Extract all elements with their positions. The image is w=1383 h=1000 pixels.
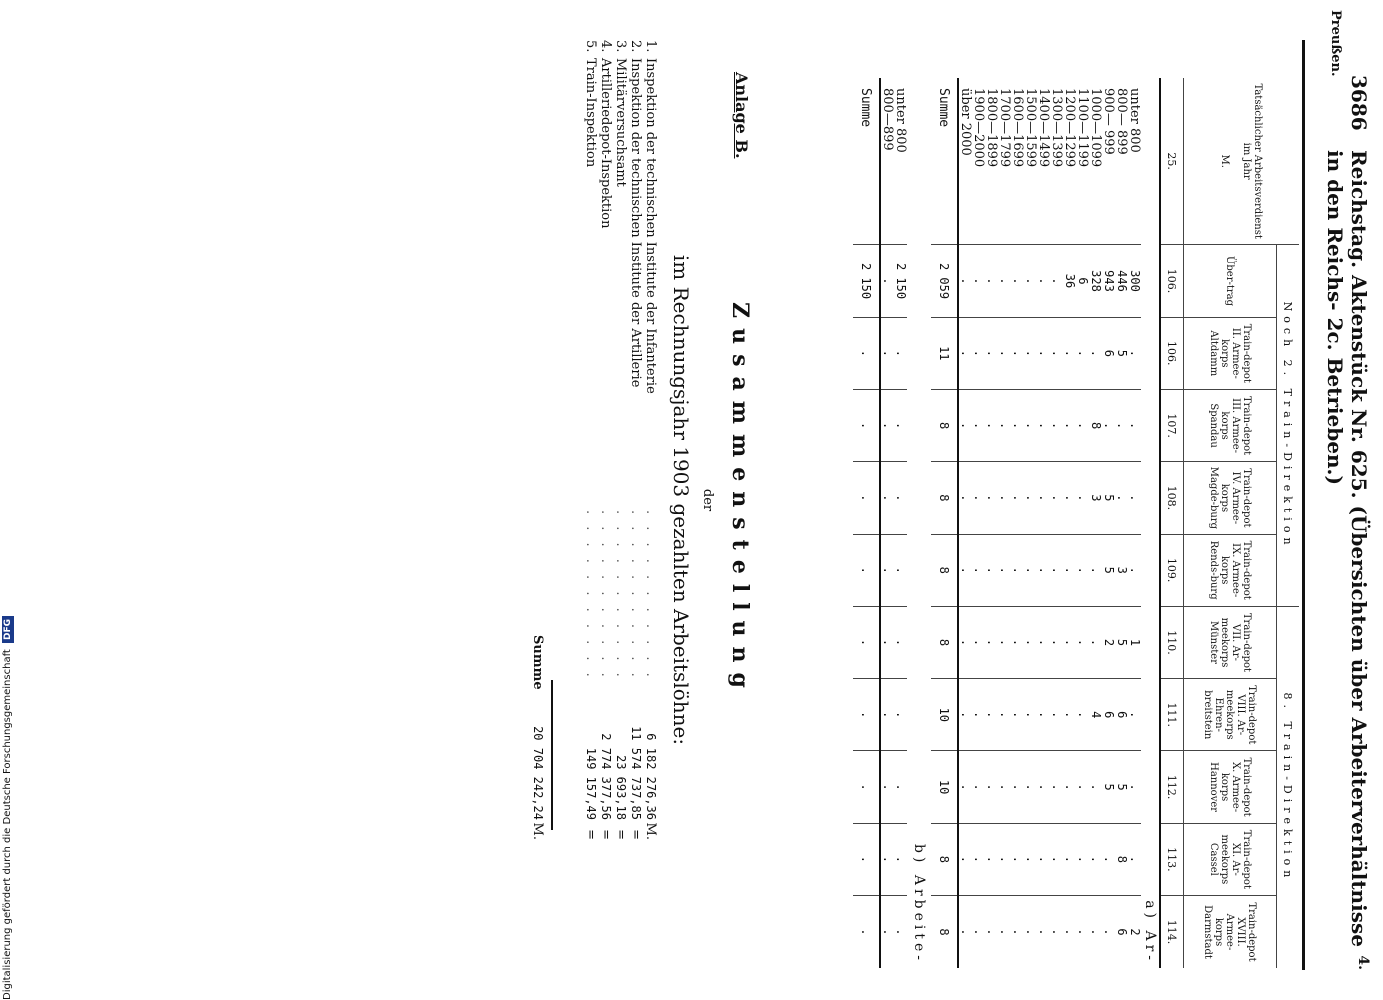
anlage-der: der xyxy=(700,488,715,512)
table-cell: . xyxy=(1063,317,1076,389)
table-row xyxy=(998,78,1011,968)
sum-amount: 20 704 242,24 xyxy=(531,726,545,820)
column-number-row xyxy=(1160,78,1184,968)
table-cell: . xyxy=(1024,751,1037,823)
item-number: 5. xyxy=(583,40,598,53)
wage-list xyxy=(583,40,658,880)
table-cell: . xyxy=(1063,462,1076,534)
item-amount: 149 157,49 xyxy=(584,747,598,820)
table-cell: . xyxy=(1089,534,1102,606)
table-cell: . xyxy=(985,823,998,895)
table-cell: 8 xyxy=(1089,389,1102,461)
column-number: 107. xyxy=(1160,389,1184,461)
column-number: 106. xyxy=(1160,245,1184,317)
table-cell: . xyxy=(958,389,972,461)
column-header: Über-trag xyxy=(1184,245,1277,317)
column-number: 113. xyxy=(1160,823,1184,895)
item-number: 4. xyxy=(598,40,613,53)
item-amount: 6 182 276,36 xyxy=(644,733,658,820)
table-cell: . xyxy=(894,462,907,534)
table-cell: . xyxy=(1011,534,1024,606)
column-header: Train-depot IV. Armee-korps Magde-burg xyxy=(1184,462,1277,534)
list-item xyxy=(583,40,598,880)
table-cell: . xyxy=(1024,389,1037,461)
table-cell: . xyxy=(894,679,907,751)
row-label: 900— 999 xyxy=(1101,88,1116,155)
table-cell: . xyxy=(1063,534,1076,606)
table-cell: 8 xyxy=(931,389,958,461)
section-b-row xyxy=(907,78,931,968)
table-cell: 1 xyxy=(1128,606,1141,678)
section-a-row xyxy=(1141,78,1160,968)
column-number: 108. xyxy=(1160,462,1184,534)
list-item xyxy=(628,40,643,880)
table-cell: . xyxy=(998,896,1011,968)
table-cell: . xyxy=(880,317,894,389)
table-row xyxy=(1115,78,1128,968)
table-cell: . xyxy=(998,751,1011,823)
column-header: Train-depot IX. Armee-korps Rends-burg xyxy=(1184,534,1277,606)
table-cell: . xyxy=(1050,823,1063,895)
table-cell: . xyxy=(958,245,972,317)
table-cell: 6 xyxy=(1102,679,1115,751)
table-cell: . xyxy=(998,606,1011,678)
table-cell: . xyxy=(880,245,894,317)
table-cell: . xyxy=(1128,679,1141,751)
table-cell: . xyxy=(1037,389,1050,461)
table-cell: . xyxy=(880,606,894,678)
table-cell: . xyxy=(880,534,894,606)
table-cell: . xyxy=(1011,823,1024,895)
table-row xyxy=(880,78,894,968)
table-cell: . xyxy=(1089,317,1102,389)
sum-unit: M. xyxy=(530,822,545,840)
table-cell: . xyxy=(985,462,998,534)
table-cell: . xyxy=(1063,823,1076,895)
column-number: 111. xyxy=(1160,679,1184,751)
table-cell: . xyxy=(1050,245,1063,317)
sheet-number: 4. xyxy=(1355,955,1371,970)
table-cell: . xyxy=(894,606,907,678)
table-cell: 2 xyxy=(1102,606,1115,678)
table-cell: . xyxy=(1128,317,1141,389)
table-cell: . xyxy=(998,534,1011,606)
column-number: 25. xyxy=(1160,78,1184,245)
row-label: Summe xyxy=(931,78,958,245)
table-cell: . xyxy=(1089,606,1102,678)
column-header: Train-depot II. Armee-korps Altdamm xyxy=(1184,317,1277,389)
table-cell: 2 150 xyxy=(853,245,880,317)
table-cell: . xyxy=(1050,317,1063,389)
table-cell: 2 xyxy=(1128,896,1141,968)
table-cell: . xyxy=(1037,751,1050,823)
dfg-logo: DFG xyxy=(2,616,14,643)
table-cell: . xyxy=(1050,462,1063,534)
row-label: 800— 899 xyxy=(1114,88,1129,155)
table-cell: 10 xyxy=(931,679,958,751)
table-cell: . xyxy=(1024,462,1037,534)
table-cell: . xyxy=(1115,389,1128,461)
table-cell: . xyxy=(1076,751,1089,823)
list-item xyxy=(643,40,658,880)
table-cell: 5 xyxy=(1115,751,1128,823)
header-rule xyxy=(1302,40,1305,970)
table-cell: . xyxy=(1024,317,1037,389)
table-cell: . xyxy=(853,389,880,461)
page-title: Reichstag. Aktenstück Nr. 625. (Übersichten über Arbeiterverhältnisse in den Reichs- 2c. Betrieben.) xyxy=(1323,150,1371,947)
section-a-body xyxy=(958,78,1141,968)
table-cell: 4 xyxy=(1089,679,1102,751)
row-label: 1400—1499 xyxy=(1036,88,1051,168)
row-label: 1200—1299 xyxy=(1062,88,1077,168)
table-cell: . xyxy=(1063,679,1076,751)
wage-table xyxy=(853,78,1299,968)
table-cell: . xyxy=(1037,606,1050,678)
table-cell: . xyxy=(958,823,972,895)
table-cell: . xyxy=(958,751,972,823)
item-unit: = xyxy=(613,829,628,840)
table-cell: 6 xyxy=(1076,245,1089,317)
table-cell: . xyxy=(985,606,998,678)
table-cell: . xyxy=(1011,896,1024,968)
row-label: 1800—1899 xyxy=(984,88,999,168)
row-label: 1000—1099 xyxy=(1088,88,1103,168)
table-cell: . xyxy=(972,823,985,895)
item-unit: = xyxy=(583,829,598,840)
table-cell: . xyxy=(985,679,998,751)
table-cell: 5 xyxy=(1102,534,1115,606)
table-cell: . xyxy=(985,751,998,823)
item-amount: 23 693,18 xyxy=(614,754,628,820)
table-row xyxy=(1076,78,1089,968)
table-cell: . xyxy=(880,389,894,461)
table-cell: . xyxy=(1076,606,1089,678)
credit-text: Digitalisierung gefördert durch die Deutsche Forschungsgemeinschaft xyxy=(2,649,13,1000)
table-cell: . xyxy=(894,896,907,968)
table-cell: . xyxy=(1128,751,1141,823)
table-cell: 8 xyxy=(1115,823,1128,895)
table-cell: . xyxy=(1050,751,1063,823)
table-cell: . xyxy=(985,389,998,461)
table-cell: . xyxy=(1037,896,1050,968)
table-cell: 5 xyxy=(1115,606,1128,678)
table-cell: . xyxy=(1063,389,1076,461)
table-cell: 6 xyxy=(1115,679,1128,751)
section-b-body xyxy=(880,78,907,968)
sum-label: Summe xyxy=(530,635,545,690)
table-cell: . xyxy=(1076,389,1089,461)
table-cell: . xyxy=(1037,679,1050,751)
table-cell: . xyxy=(880,896,894,968)
column-header: Train-depot XI. Ar-meekorps Cassel xyxy=(1184,823,1277,895)
table-cell: . xyxy=(853,606,880,678)
table-cell: . xyxy=(1102,823,1115,895)
column-number: 114. xyxy=(1160,896,1184,968)
table-cell: . xyxy=(1037,462,1050,534)
table-cell: . xyxy=(894,751,907,823)
group-header-row xyxy=(1277,78,1300,968)
table-cell: . xyxy=(894,389,907,461)
leader-dots: . . . . . . . . . . . xyxy=(613,510,628,681)
item-amount: 11 574 737,85 xyxy=(629,726,643,820)
table-cell: . xyxy=(958,679,972,751)
row-label: 1300—1399 xyxy=(1049,88,1064,168)
column-header: Train-depot VII. Ar-meekorps Münster xyxy=(1184,606,1277,678)
table-cell: . xyxy=(1115,462,1128,534)
table-cell: 2 150 xyxy=(894,245,907,317)
table-cell: . xyxy=(958,534,972,606)
table-row xyxy=(1037,78,1050,968)
table-row xyxy=(985,78,998,968)
table-cell: 6 xyxy=(1102,317,1115,389)
row-label: unter 800 xyxy=(1127,88,1142,153)
row-header-cell xyxy=(1184,78,1300,245)
row-label: 1900—2000 xyxy=(971,88,986,168)
row-label: 1500—1599 xyxy=(1023,88,1038,168)
table-cell: . xyxy=(1050,679,1063,751)
table-cell: . xyxy=(853,896,880,968)
table-cell: . xyxy=(880,679,894,751)
table-cell: . xyxy=(1063,896,1076,968)
table-cell: . xyxy=(972,534,985,606)
item-text: Militärversuchsamt xyxy=(613,58,628,187)
anlage-subtitle: im Rechnungsjahr 1903 gezahlten Arbeitslöhne: xyxy=(669,254,693,746)
table-cell: 10 xyxy=(931,751,958,823)
page-number: 3686 xyxy=(1347,75,1371,131)
table-cell: . xyxy=(972,606,985,678)
table-cell: 8 xyxy=(931,896,958,968)
table-cell: . xyxy=(1128,823,1141,895)
table-cell: 36 xyxy=(1063,245,1076,317)
table-cell: . xyxy=(1089,751,1102,823)
table-cell: . xyxy=(1102,389,1115,461)
table-cell: . xyxy=(958,317,972,389)
row-header-label: Tatsächlicher Arbeitsverdienst im Jahr xyxy=(1241,83,1264,239)
table-cell: . xyxy=(853,462,880,534)
table-cell: 300 xyxy=(1128,245,1141,317)
table-cell: . xyxy=(880,823,894,895)
table-cell: . xyxy=(998,462,1011,534)
column-number: 112. xyxy=(1160,751,1184,823)
table-cell: . xyxy=(985,317,998,389)
table-cell: . xyxy=(958,896,972,968)
table-cell: . xyxy=(894,823,907,895)
table-cell: . xyxy=(880,751,894,823)
item-amount: 2 774 377,56 xyxy=(599,733,613,820)
item-text: Inspektion der technischen Institute der Infanterie xyxy=(643,58,658,394)
table-cell: 3 xyxy=(1089,462,1102,534)
table-cell: 5 xyxy=(1115,317,1128,389)
table-cell: . xyxy=(1024,823,1037,895)
table-cell: 5 xyxy=(1102,751,1115,823)
row-label: 1600—1699 xyxy=(1010,88,1025,168)
table-cell: . xyxy=(998,245,1011,317)
table-cell: . xyxy=(972,462,985,534)
column-number: 109. xyxy=(1160,534,1184,606)
table-cell: . xyxy=(1024,245,1037,317)
table-cell: . xyxy=(998,679,1011,751)
table-cell: . xyxy=(1037,823,1050,895)
leader-dots: . . . . . . . . . . . xyxy=(598,510,613,681)
table-cell: . xyxy=(1076,823,1089,895)
table-cell: . xyxy=(985,896,998,968)
table-cell: . xyxy=(1089,823,1102,895)
table-cell: . xyxy=(1102,896,1115,968)
item-unit: = xyxy=(598,829,613,840)
table-cell: . xyxy=(972,679,985,751)
table-cell: . xyxy=(985,245,998,317)
leader-dots: . . . . . . . . . . . xyxy=(583,510,598,681)
table-cell: . xyxy=(972,751,985,823)
table-row xyxy=(1024,78,1037,968)
table-row xyxy=(1050,78,1063,968)
table-cell: . xyxy=(1063,606,1076,678)
table-row xyxy=(1128,78,1141,968)
item-number: 2. xyxy=(628,40,643,53)
table-cell: . xyxy=(1076,462,1089,534)
table-cell: . xyxy=(894,534,907,606)
table-cell: . xyxy=(1076,534,1089,606)
row-label: 1100—1199 xyxy=(1075,88,1090,168)
table-row xyxy=(1102,78,1115,968)
table-cell: . xyxy=(1050,389,1063,461)
table-cell: . xyxy=(880,462,894,534)
table-cell: . xyxy=(853,534,880,606)
table-cell: . xyxy=(1011,462,1024,534)
column-header: Train-depot XVIII. Armee-korps Darmstadt xyxy=(1184,896,1277,968)
table-cell: . xyxy=(998,823,1011,895)
column-number: 106. xyxy=(1160,317,1184,389)
table-row xyxy=(894,78,907,968)
item-text: Inspektion der technischen Institute der Artillerie xyxy=(628,58,643,388)
table-cell: . xyxy=(1050,534,1063,606)
table-cell: . xyxy=(1011,606,1024,678)
section-a-label: a) Ar- xyxy=(1142,900,1159,964)
table-cell: . xyxy=(985,534,998,606)
section-a-sum xyxy=(931,78,958,968)
table-cell: . xyxy=(1037,317,1050,389)
column-header: Train-depot III. Armee-korps Spandau xyxy=(1184,389,1277,461)
table-cell: . xyxy=(1063,751,1076,823)
leader-dots: . . . . . . . . . . . xyxy=(643,510,658,681)
table-cell: . xyxy=(1024,534,1037,606)
table-cell: . xyxy=(1024,606,1037,678)
anlage-title: Zusammenstellung xyxy=(727,302,753,698)
table-cell: . xyxy=(1011,389,1024,461)
row-label: unter 800 xyxy=(893,88,908,153)
table-cell: 8 xyxy=(931,606,958,678)
table-cell: . xyxy=(1050,606,1063,678)
table-cell: . xyxy=(853,751,880,823)
table-row xyxy=(1089,78,1102,968)
table-cell: . xyxy=(972,317,985,389)
column-header: Train-depot X. Armee-korps Hannover xyxy=(1184,751,1277,823)
table-cell: 11 xyxy=(931,317,958,389)
table-cell: . xyxy=(1076,317,1089,389)
table-cell: . xyxy=(958,462,972,534)
table-cell: 2 059 xyxy=(931,245,958,317)
table-cell: . xyxy=(853,823,880,895)
column-header: Train-depot VIII. Ar-meekorps Ehren-breitstein xyxy=(1184,679,1277,751)
table-cell: . xyxy=(1011,679,1024,751)
table-cell: . xyxy=(1037,534,1050,606)
section-b-label: b) Arbeite- xyxy=(911,843,928,964)
table-cell: 328 xyxy=(1089,245,1102,317)
table-cell: . xyxy=(1076,679,1089,751)
table-cell: . xyxy=(1050,896,1063,968)
table-cell: . xyxy=(1128,534,1141,606)
table-cell: 8 xyxy=(931,823,958,895)
table-cell: . xyxy=(1024,679,1037,751)
table-cell: 8 xyxy=(931,534,958,606)
item-text: Artilleriedepot-Inspektion xyxy=(598,58,613,229)
table-row xyxy=(1063,78,1076,968)
item-number: 1. xyxy=(643,40,658,53)
table-cell: . xyxy=(1128,462,1141,534)
sum-rule xyxy=(551,680,553,830)
table-row xyxy=(958,78,972,968)
table-cell: . xyxy=(1011,751,1024,823)
row-label: über 2000 xyxy=(958,88,973,156)
table-cell: . xyxy=(1089,896,1102,968)
group-header-1: Noch 2. Train-Direktion xyxy=(1277,245,1300,606)
sum-row xyxy=(931,78,958,968)
row-header-unit: M. xyxy=(1219,154,1231,168)
item-unit: M. xyxy=(643,822,658,840)
item-unit: = xyxy=(628,829,643,840)
item-number: 3. xyxy=(613,40,628,53)
table-cell: . xyxy=(1024,896,1037,968)
table-cell: 943 xyxy=(1102,245,1115,317)
table-cell: . xyxy=(853,317,880,389)
table-cell: 8 xyxy=(931,462,958,534)
table-cell: . xyxy=(1011,317,1024,389)
table-cell: . xyxy=(894,317,907,389)
table-cell: . xyxy=(972,896,985,968)
table-cell: . xyxy=(853,679,880,751)
table-cell: . xyxy=(1128,389,1141,461)
list-item xyxy=(613,40,628,880)
table-cell: . xyxy=(1011,245,1024,317)
table-row xyxy=(1011,78,1024,968)
list-item xyxy=(598,40,613,880)
table-cell: 3 xyxy=(1115,534,1128,606)
table-row xyxy=(972,78,985,968)
table-cell: . xyxy=(998,317,1011,389)
table-cell: 5 xyxy=(1102,462,1115,534)
section-b-sum xyxy=(853,78,880,968)
row-label: Summe xyxy=(853,78,880,245)
table-cell: . xyxy=(972,389,985,461)
item-text: Train-Inspektion xyxy=(583,58,598,168)
anlage-label: Anlage B. xyxy=(732,72,751,159)
state-label: Preußen. xyxy=(1328,10,1343,77)
table-cell: . xyxy=(1037,245,1050,317)
table-cell: . xyxy=(958,606,972,678)
row-label: 1700—1799 xyxy=(997,88,1012,168)
group-header-2: 8. Train-Direktion xyxy=(1277,606,1300,968)
row-label: 800—899 xyxy=(880,88,895,151)
sum-row xyxy=(853,78,880,968)
leader-dots: . . . . . . . . . . . xyxy=(628,510,643,681)
table-cell: . xyxy=(1076,896,1089,968)
table-cell: . xyxy=(972,245,985,317)
column-number: 110. xyxy=(1160,606,1184,678)
table-cell: 6 xyxy=(1115,896,1128,968)
table-cell: . xyxy=(998,389,1011,461)
table-cell: 446 xyxy=(1115,245,1128,317)
